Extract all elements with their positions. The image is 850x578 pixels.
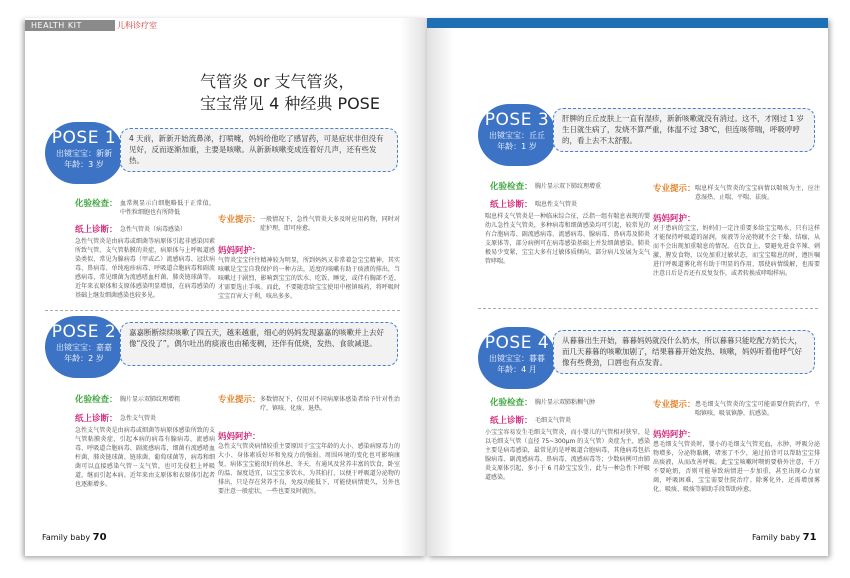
footer-brand: Family baby (752, 533, 801, 542)
pose-age: 年龄：2 岁 (64, 354, 104, 363)
diagnosis-heading: 纸上诊断： (75, 225, 118, 235)
tip-heading: 专业提示： (653, 184, 696, 194)
footer-left (42, 532, 107, 543)
pose-callout: 4 天前，新新开始流鼻涕，打喷嚏，妈妈给他吃了感冒药，可是症状非但没有见好，反而逐渐加重，主要是咳嗽。从新新咳嗽变成连着好几声，还有些发热。 (120, 128, 398, 172)
care-heading: 妈妈阿护： (653, 430, 696, 440)
pose-badge-2 (45, 316, 123, 378)
gutter-shade (400, 18, 454, 556)
check-text: 胸片显示双下肺纹理增重 (535, 183, 602, 190)
pose-title: POSE 1 (51, 128, 117, 148)
tip-text: 多数情况下，仅用对不同病原体感染者给予针对性治疗，镇咳、化痰、退热。 (260, 396, 400, 412)
pose-baby: 出镜宝宝：暮暮 (489, 354, 545, 363)
tip-text: 患毛细支气管炎的宝宝可能需要住院治疗，平喘镇咳，吸氧镇静，抗感染。 (695, 401, 820, 417)
top-accent-bar (427, 18, 828, 28)
pose-badge-3 (478, 104, 556, 166)
check-text: 胸片显示双肺纹理增粗 (120, 396, 181, 403)
pose-callout: 肝脾的丘丘皮肤上一直有湿疹，新新咳嗽就没有消过。这不，才刚过 1 岁生日就生病了，发烧不算严重，体温不过 38℃，但连咳带喘，呼吸哼哼的，看上去不太舒服。 (553, 108, 815, 152)
tip-heading: 专业提示： (653, 400, 696, 410)
diagnosis-heading: 纸上诊断： (75, 414, 118, 424)
pose-callout: 从暮暮出生开始，暮暮妈妈就没什么奶水，所以暮暮只能吃配方奶长大，而几天暮暮的咳嗽加剧了，结果暮暮开始发热、咳嗽，妈妈听着他呼气好像有些费劲，口唇也有点发青。 (553, 330, 815, 374)
check-heading: 化验检查： (75, 199, 118, 209)
pose-age: 年龄：1 岁 (497, 142, 537, 151)
check-text: 血常规显示白细胞略低于正常值，中性粒细胞也有所降低 (120, 200, 215, 216)
diagnosis-text: 喘息性支气管炎 (535, 201, 578, 208)
care-heading: 妈妈阿护： (218, 246, 261, 256)
footer-brand: Family baby (42, 533, 91, 542)
article-title-line1: 气管炎 or 支气管炎， (200, 72, 355, 91)
article-title-line2: 宝宝常见 4 种经典 POSE (200, 94, 380, 113)
care-text: 对于患病的宝宝，妈妈们一定注重要多给宝宝喝水，只有这样才能保持呼吸道的湿润，痰液等分泌物就不会干燥、结痂，从而不会出现加重喘息的情况。在饮食上，要避免进食辛辣、刺激，腥发食物，以免加重过敏状态，而宝宝喘息的时，遵医嘱进行呼吸道雾化将有助于明显的作用，那使病情缓解，也需要注意日后是否还有反复发作，或者转换成哮喘样病。 (653, 225, 820, 277)
pose-title: POSE 2 (51, 322, 117, 342)
diagnosis-text: 急性气管炎（病毒感染） (120, 226, 187, 233)
pose-baby: 出镜宝宝：嘉嘉 (56, 343, 112, 352)
check-heading: 化验检查： (490, 182, 533, 192)
pose-badge-1 (45, 122, 123, 184)
diagnosis-body: 喘息样支气管炎是一种临床综合征，泛指一组有喘息表现的婴幼儿急性支气管炎，多种病毒和细菌感染均可引起，较常见的有合胞病毒、副流感病毒、流感病毒、腺病毒、鼻病毒及肺炎支原体等，部分病例可在病毒感染基础上并发细菌感染。肺炎极易少变紧，宝宝大多有过敏体质倾向，部分病儿发展为支气管哮喘。 (485, 213, 650, 265)
diagnosis-text: 毛细支气管炎 (535, 417, 572, 424)
care-heading: 妈妈阿护： (653, 214, 696, 224)
page-number: 70 (92, 532, 107, 543)
page-number: 71 (802, 532, 817, 543)
tip-heading: 专业提示： (218, 215, 261, 225)
tip-heading: 专业提示： (218, 395, 261, 405)
pose-baby: 出镜宝宝：丘丘 (489, 131, 545, 140)
section-label: HEALTH KIT (31, 21, 82, 30)
pose-title: POSE 3 (484, 110, 550, 130)
diagnosis-text: 急性支气管炎 (120, 415, 157, 422)
care-heading: 妈妈阿护： (218, 432, 261, 442)
pose-age: 年龄：3 岁 (64, 160, 104, 169)
diagnosis-heading: 纸上诊断： (490, 200, 533, 210)
check-heading: 化验检查： (75, 395, 118, 405)
care-text: 急性支气管炎病情较重主要原因于宝宝年龄的大小、感染病原毒力的大小、身体素质好坏和免疫力的强弱。周围环境的变化也可影响康复，病体宝宝能很好的休息，冬天，有通风及营养丰富的饮食，卧室的温、湿度适宜，以宝宝多饮水，为其拍打，以便于呼吸道分泌物的排出，只是存在营养不良，免疫功能低下，可能使病情更久，另外也要注意一般症状，一些也要及时就医。 (218, 443, 400, 495)
pose-age: 年龄：4 月 (497, 365, 537, 374)
section-divider (45, 310, 400, 311)
pose-badge-4 (478, 327, 556, 389)
care-text: 患毛细支气管炎时，婴小的毛细支气管充血，水肿，呼吸分泌物增多，分泌物黏稠，堵塞了不少，通过拍背可以帮助宝宝排出痰液，从而改善呼吸。此宝宝咳嗽时喂奶要格外注意，千万不要呛奶，否则可能导致病情进一步加重，甚至出现心力衰竭，呼吸困难，宝宝需要住院治疗。除雾化外，还需增加雾化、吸痰、吸痰等辅助手段帮助痊愈。 (653, 441, 820, 493)
diagnosis-body: 急性气管炎是由病毒或细菌等病原体引起非感染因素所致气管、支气管粘膜的炎症，病原体与上呼吸道感染类似，常见为腺病毒（甲或乙）流感病毒、冠状病毒、鼻病毒、单纯疱疹病毒、呼吸道合胞病毒和副流感病毒，常见细菌为流感嗜血杆菌、肺炎链球菌等。近年来衣原体和支原体感染明显增加，在病毒感染的基础上继发细菌感染也较多见。 (75, 238, 215, 299)
footer-right (752, 532, 817, 543)
diagnosis-heading: 纸上诊断： (490, 416, 533, 426)
pose-callout: 嘉嘉断断续续咳嗽了四五天，越来越重，细心的妈妈发现嘉嘉的咳嗽并上去好像“没没了”，偶尔吐出的痰液也由稀变稠，还伴有低烧，发热、食欲减退。 (120, 322, 398, 366)
section-divider (478, 308, 818, 309)
diagnosis-body: 小宝宝容易发生毛细支气管炎，而小婴儿的气管相对狭窄，是以毛细支气管（直径 75~300μm 的支气管）炎症为主，感染主要是病毒感染，最常见的是呼吸道合胞病毒，其他病毒包括腺病毒、副流感病毒、鼻病毒、流感病毒等；少数病例可由肺炎支原体引起，多小于 6 月龄宝宝发生，此与一种急性下呼吸道感染。 (485, 429, 650, 481)
check-heading: 化验检查： (490, 398, 533, 408)
column-label: 儿科诊疗室 (117, 21, 157, 30)
care-text: 气管炎宝宝往往精神较为明显，所到妈妈又非常着急宝宝精神，其实咳嗽是宝宝自我保护的一种方法，适度的咳嗽有助于痰液的排出，当咳嗽过于剧烈，影响到宝宝的饮水、吃饭、睡觉，或伴有胸部不适，才需要选止手咳。而此，不要随意给宝宝使用中枢镇咳药，将呼吸时宝宝百害大于利，咳出多多。 (218, 257, 400, 300)
tip-text: 一般情况下，急性气管炎大多及时应用药物，同时对症护理，即可痊愈。 (260, 216, 400, 232)
pose-title: POSE 4 (484, 333, 550, 353)
tip-text: 喘息样支气管炎的宝宝病情以喘咳为主，应注意湿热、止喘、平喘、祛痰。 (695, 185, 820, 201)
check-text: 胸片显示双肺粘稠气肿 (535, 399, 596, 406)
pose-baby: 出镜宝宝：新新 (56, 149, 112, 158)
diagnosis-body: 急性支气管炎是由病毒或细菌等病原体感染所致的支气管粘膜炎症，引起本病的病毒有腺病毒、流感病毒、呼吸道合胞病毒、副流感病毒，细菌有流感嗜血杆菌、肺炎链球菌、链球菌、葡萄球菌等，病毒和细菌可以直接感染气管－支气管，也可先侵犯上呼吸道，继而引起本病。近年来由支原体和衣原体引起者也逐渐增多。 (75, 427, 215, 488)
